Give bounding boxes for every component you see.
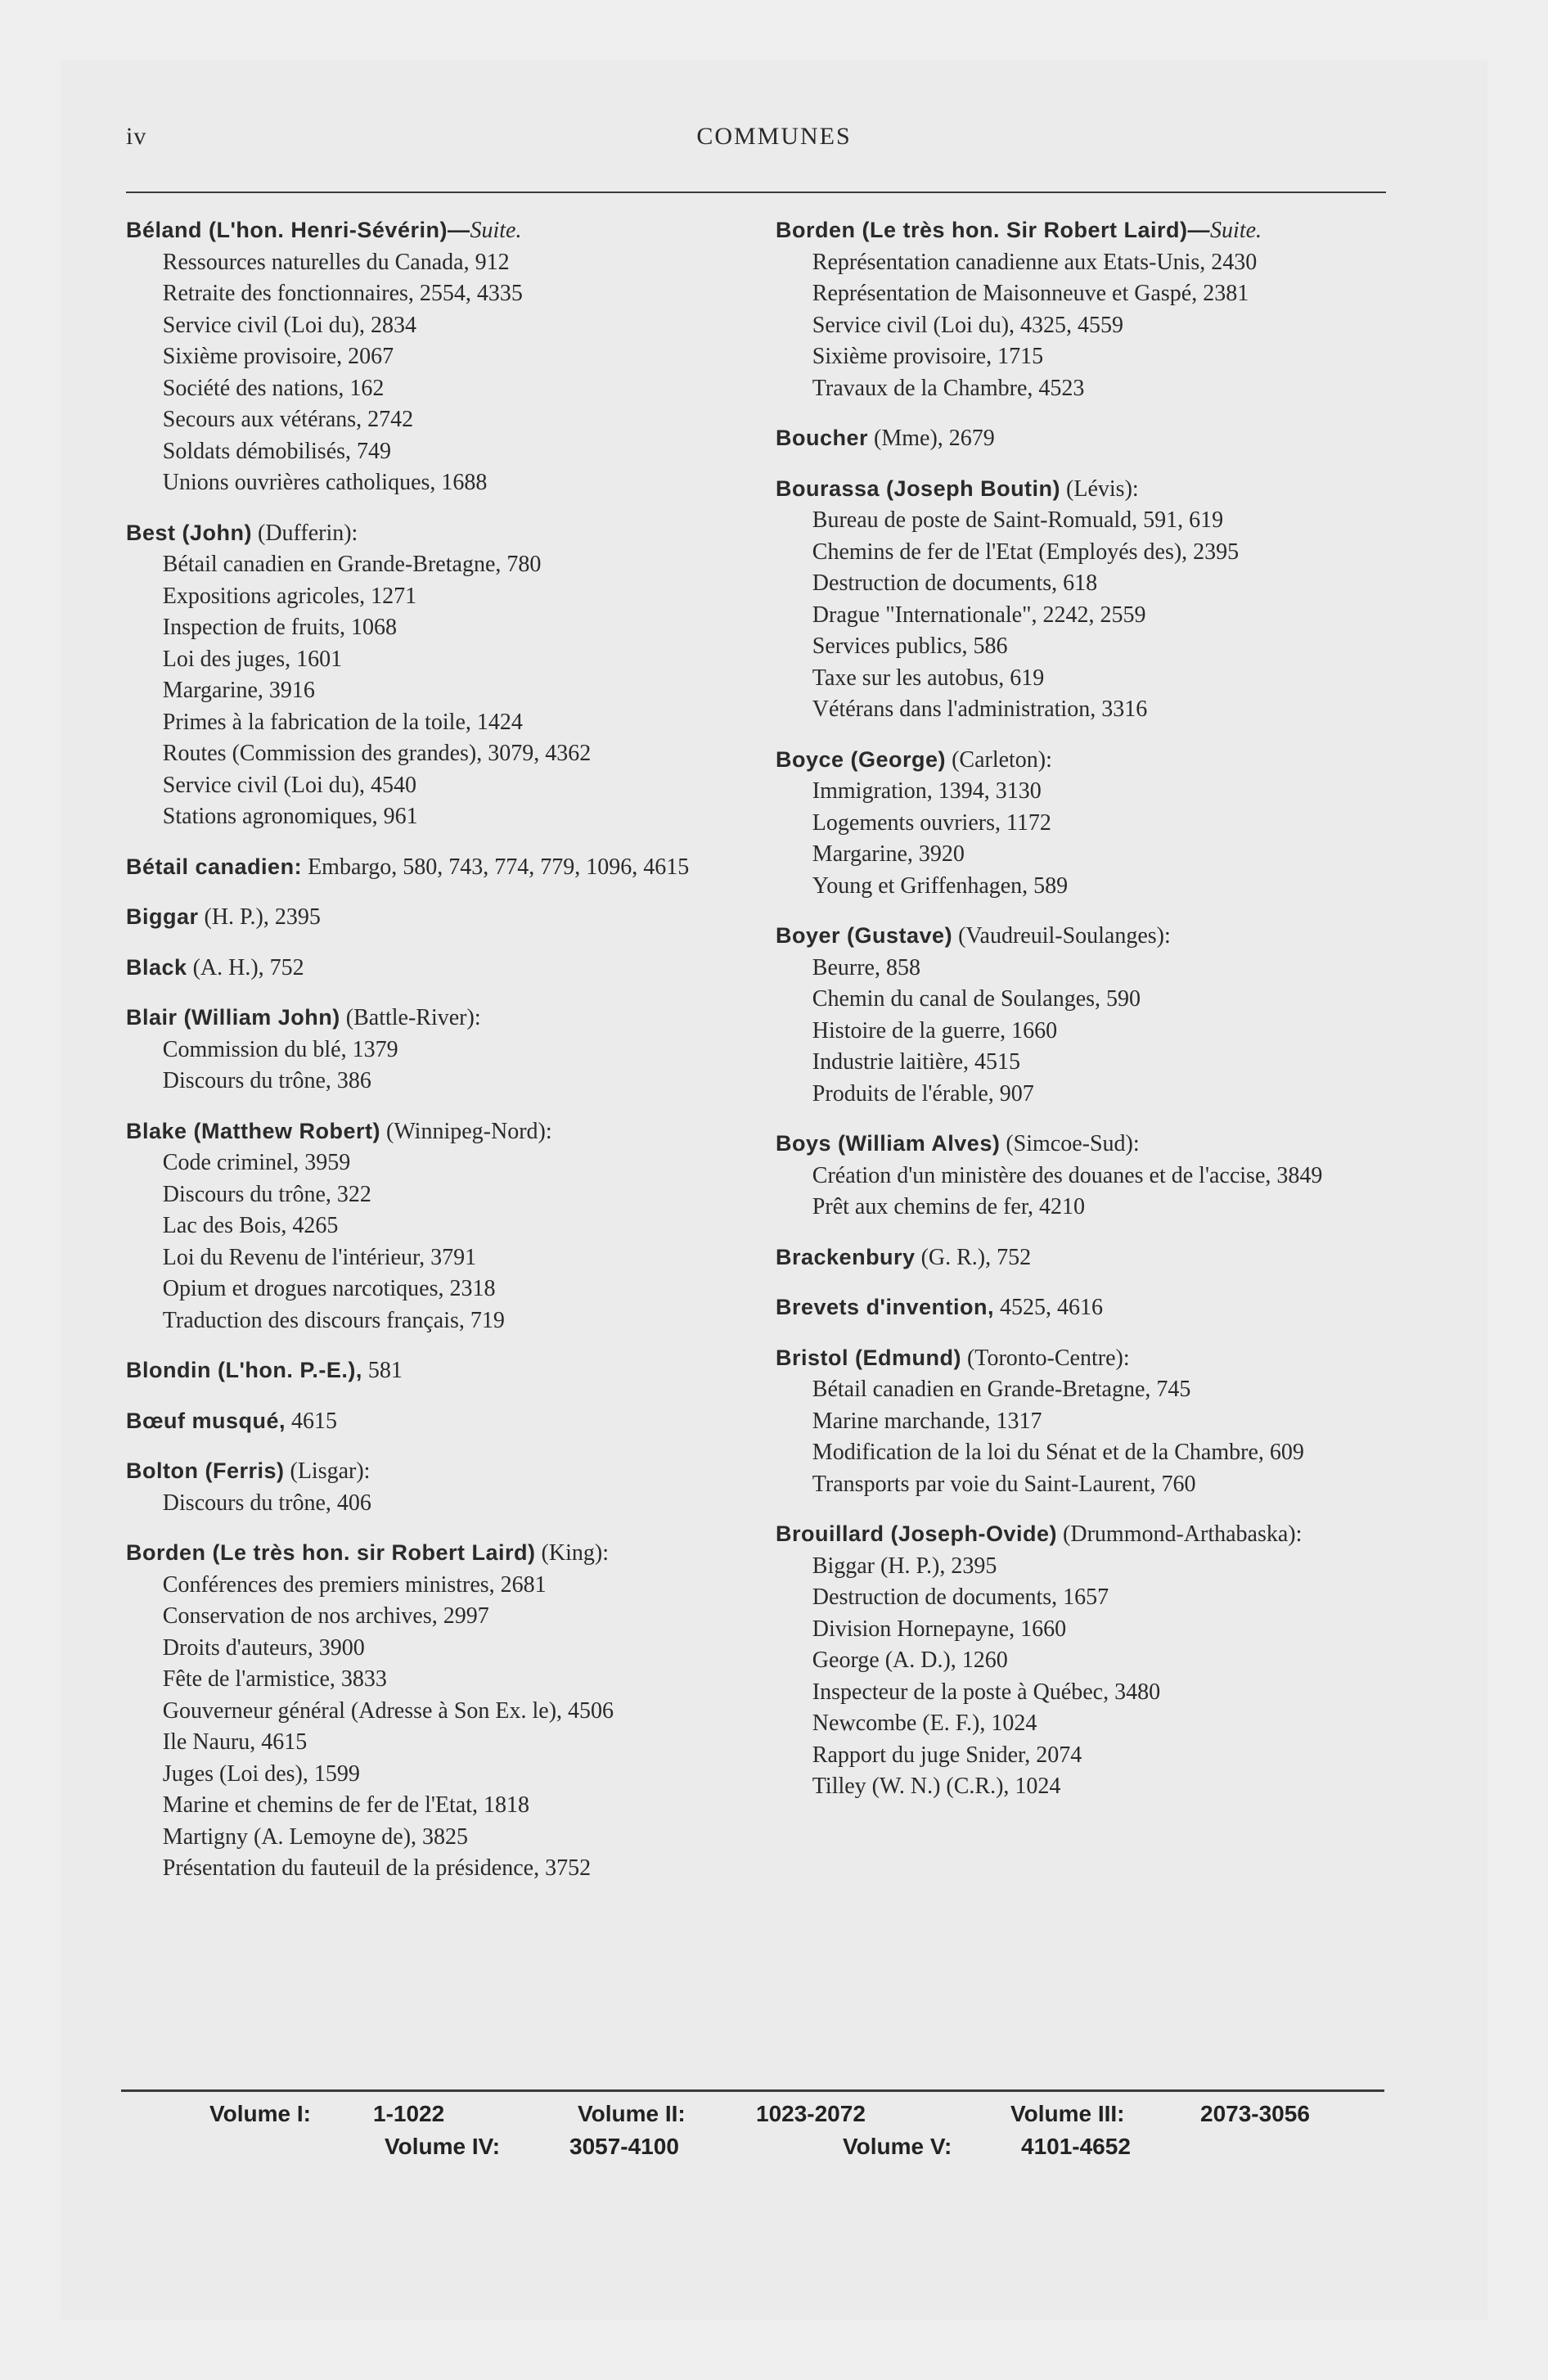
index-entry	[126, 1455, 740, 1519]
subentry: Transports par voie du Saint-Laurent, 760	[812, 1471, 1196, 1497]
index-entry	[126, 851, 740, 884]
subentry: Représentation de Maisonneuve et Gaspé, 2381	[812, 281, 1249, 306]
entry-heading	[126, 1116, 740, 1148]
subentry: Prêt aux chemins de fer, 4210	[812, 1194, 1086, 1219]
index-entry	[126, 901, 740, 934]
subentry: Code criminel, 3959	[162, 1150, 351, 1175]
subentry: Discours du trône, 322	[162, 1181, 371, 1207]
subentry: Destruction de documents, 618	[812, 570, 1098, 596]
subentry: Service civil (Loi du), 4325, 4559	[812, 312, 1124, 338]
subentry: Traduction des discours français, 719	[162, 1307, 505, 1333]
entry-name: Brackenbury	[776, 1244, 916, 1269]
entry-detail: 4615	[286, 1408, 337, 1434]
entry-heading	[126, 1537, 740, 1570]
subentry: Bétail canadien en Grande-Bretagne, 745	[812, 1377, 1191, 1402]
index-entry	[776, 1242, 1386, 1274]
subentry: Young et Griffenhagen, 589	[812, 872, 1069, 899]
index-entry	[776, 920, 1386, 1110]
subentry: Loi du Revenu de l'intérieur, 3791	[162, 1244, 477, 1270]
subentry: Services publics, 586	[812, 633, 1008, 659]
entry-name: Boyer (Gustave)	[776, 923, 953, 948]
entry-heading	[776, 1242, 1386, 1274]
subentry: Discours du trône, 406	[162, 1490, 371, 1516]
subentry: Gouverneur général (Adresse à Son Ex. le), 4506	[162, 1697, 614, 1724]
continued-marker: Suite.	[470, 218, 522, 243]
index-entry	[126, 214, 740, 499]
subentry: Logements ouvriers, 1172	[812, 809, 1051, 836]
entry-name: Béland (L'hon. Henri-Sévérin)—	[126, 218, 470, 242]
entry-name: Brouillard (Joseph-Ovide)	[776, 1521, 1058, 1546]
subentry: Fête de l'armistice, 3833	[162, 1666, 387, 1692]
subentry: Tilley (W. N.) (C.R.), 1024	[812, 1774, 1061, 1799]
subentry: Unions ouvrières catholiques, 1688	[162, 470, 488, 495]
subentry: Opium et drogues narcotiques, 2318	[162, 1276, 496, 1301]
entry-name: Bœuf musqué,	[126, 1408, 286, 1433]
subentry: Ressources naturelles du Canada, 912	[162, 249, 510, 275]
entry-detail: Embargo, 580, 743, 774, 779, 1096, 4615	[302, 854, 690, 880]
subentry: Modification de la loi du Sénat et de la Chambre, 609	[812, 1440, 1304, 1465]
subentry: Destruction de documents, 1657	[812, 1584, 1109, 1610]
subentry: Routes (Commission des grandes), 3079, 4362	[162, 741, 592, 766]
entry-detail: (H. P.), 2395	[198, 904, 321, 930]
entry-heading	[126, 851, 740, 884]
header-rule	[126, 192, 1386, 193]
entry-heading	[126, 952, 740, 985]
subentry: Vétérans dans l'administration, 3316	[812, 696, 1148, 722]
entry-name: Blake (Matthew Robert)	[126, 1118, 381, 1143]
entry-name: Boucher	[776, 426, 869, 450]
subentry: Sixième provisoire, 2067	[162, 344, 394, 369]
subentry: Représentation canadienne aux Etats-Unis, 2430	[812, 249, 1258, 275]
entry-heading	[126, 1355, 740, 1387]
entry-detail: (Battle-River):	[340, 1005, 481, 1030]
entry-heading	[776, 1128, 1386, 1161]
entry-heading	[776, 920, 1386, 953]
subentry: Marine marchande, 1317	[812, 1408, 1042, 1434]
subentry: Juges (Loi des), 1599	[162, 1760, 360, 1787]
entry-heading	[126, 517, 740, 550]
subentry: Produits de l'érable, 907	[812, 1080, 1034, 1107]
entry-heading	[776, 473, 1386, 506]
subentry: Expositions agricoles, 1271	[162, 583, 417, 609]
subentry: Drague "Internationale", 2242, 2559	[812, 602, 1146, 628]
subentry: Primes à la fabrication de la toile, 1424	[162, 709, 523, 735]
subentry: Lac des Bois, 4265	[162, 1213, 339, 1238]
entry-heading	[126, 901, 740, 934]
volume-3-label: Volume III:	[1010, 2101, 1125, 2126]
subentry: Rapport du juge Snider, 2074	[812, 1742, 1082, 1768]
index-entry	[126, 1405, 740, 1438]
subentry: Conférences des premiers ministres, 2681	[162, 1571, 547, 1598]
entry-detail: (G. R.), 752	[915, 1244, 1032, 1270]
entry-name: Blair (William John)	[126, 1005, 340, 1030]
subentry: Présentation du fauteuil de la présidence, 3752	[162, 1855, 592, 1881]
entry-heading	[126, 1455, 740, 1488]
continued-marker: Suite.	[1210, 218, 1262, 243]
subentry: Sixième provisoire, 1715	[812, 344, 1044, 369]
entry-detail: (Toronto-Centre):	[961, 1345, 1130, 1371]
volume-1-range: 1-1022	[373, 2101, 445, 2126]
entry-detail: (Mme), 2679	[868, 426, 995, 451]
entry-heading	[126, 214, 740, 247]
entry-name: Bristol (Edmund)	[776, 1345, 961, 1370]
subentry: Ile Nauru, 4615	[162, 1729, 308, 1755]
entry-detail: (Lisgar):	[284, 1458, 371, 1484]
index-entry	[126, 1355, 740, 1387]
subentry: Soldats démobilisés, 749	[162, 438, 392, 464]
subentry: Retraite des fonctionnaires, 2554, 4335	[162, 281, 523, 306]
entry-name: Black	[126, 954, 187, 980]
index-entry	[126, 1116, 740, 1337]
running-head: COMMUNES	[696, 123, 852, 150]
page-number: iv	[126, 123, 147, 150]
entry-detail: (Drummond-Arthabaska):	[1057, 1521, 1303, 1547]
subentry: Chemin du canal de Soulanges, 590	[812, 986, 1141, 1012]
index-entry	[126, 517, 740, 833]
index-entry	[126, 952, 740, 985]
subentry: Service civil (Loi du), 4540	[162, 772, 417, 798]
entry-heading	[776, 1342, 1386, 1375]
subentry: Loi des juges, 1601	[162, 646, 343, 672]
subentry: Bureau de poste de Saint-Romuald, 591, 619	[812, 507, 1224, 533]
subentry: Martigny (A. Lemoyne de), 3825	[162, 1823, 469, 1850]
index-entry	[776, 1128, 1386, 1224]
entry-detail: (Vaudreuil-Soulanges):	[952, 923, 1171, 949]
index-entry	[776, 1518, 1386, 1803]
index-entry	[776, 1291, 1386, 1324]
subentry: Service civil (Loi du), 2834	[162, 312, 417, 338]
entry-heading	[776, 744, 1386, 777]
index-entry	[776, 744, 1386, 903]
subentry: Immigration, 1394, 3130	[812, 778, 1042, 804]
subentry: Biggar (H. P.), 2395	[812, 1553, 997, 1579]
entry-detail: (Carleton):	[946, 746, 1052, 773]
subentry: Création d'un ministère des douanes et de l'accise, 3849	[812, 1162, 1323, 1188]
entry-name: Biggar	[126, 904, 199, 929]
volume-4-label: Volume IV:	[385, 2134, 501, 2159]
entry-name: Bourassa (Joseph Boutin)	[776, 476, 1061, 501]
entry-detail: 581	[362, 1358, 403, 1383]
entry-name: Borden (Le très hon. sir Robert Laird)	[126, 1540, 536, 1565]
subentry: Chemins de fer de l'Etat (Employés des), 2395	[812, 539, 1240, 565]
subentry: Inspecteur de la poste à Québec, 3480	[812, 1679, 1161, 1705]
subentry: Margarine, 3916	[162, 678, 315, 703]
index-entry	[776, 473, 1386, 726]
entry-name: Bétail canadien:	[126, 854, 303, 879]
subentry: Bétail canadien en Grande-Bretagne, 780	[162, 552, 542, 577]
entry-heading	[776, 1291, 1386, 1324]
subentry: Commission du blé, 1379	[162, 1036, 398, 1062]
subentry: Taxe sur les autobus, 619	[812, 665, 1045, 691]
entry-name: Bolton (Ferris)	[126, 1458, 285, 1483]
entry-detail: 4525, 4616	[993, 1295, 1103, 1320]
index-entry	[126, 1537, 740, 1885]
subentry: Travaux de la Chambre, 4523	[812, 375, 1085, 401]
subentry: Beurre, 858	[812, 954, 920, 980]
subentry: Division Hornepayne, 1660	[812, 1616, 1067, 1642]
subentry: Stations agronomiques, 961	[162, 804, 418, 829]
entry-name: Boyce (George)	[776, 746, 947, 772]
index-column-right	[776, 214, 1386, 1821]
volume-5-range: 4101-4652	[1021, 2134, 1131, 2159]
subentry: Histoire de la guerre, 1660	[812, 1017, 1058, 1044]
subentry: Newcombe (E. F.), 1024	[812, 1711, 1037, 1736]
volume-3-range: 2073-3056	[1200, 2101, 1310, 2126]
subentry: Secours aux vétérans, 2742	[162, 407, 414, 432]
volume-4-range: 3057-4100	[569, 2134, 679, 2159]
entry-detail: (King):	[535, 1540, 609, 1566]
subentry: George (A. D.), 1260	[812, 1648, 1008, 1673]
entry-name: Brevets d'invention,	[776, 1295, 994, 1319]
entry-name: Borden (Le très hon. Sir Robert Laird)—	[776, 218, 1211, 242]
entry-heading	[776, 422, 1386, 455]
entry-heading	[126, 1405, 740, 1438]
subentry: Marine et chemins de fer de l'Etat, 1818	[162, 1792, 530, 1818]
volume-2-label: Volume II:	[578, 2101, 686, 2126]
footer-rule	[121, 2089, 1384, 2092]
subentry: Industrie laitière, 4515	[812, 1049, 1021, 1075]
volume-5-label: Volume V:	[843, 2134, 952, 2159]
subentry: Société des nations, 162	[162, 375, 385, 401]
index-entry	[126, 1002, 740, 1098]
index-entry	[776, 214, 1386, 404]
subentry: Discours du trône, 386	[162, 1068, 371, 1093]
volume-2-range: 1023-2072	[756, 2101, 866, 2126]
entry-heading	[126, 1002, 740, 1034]
subentry: Margarine, 3920	[812, 841, 965, 867]
subentry: Droits d'auteurs, 3900	[162, 1634, 365, 1661]
entry-heading	[776, 214, 1386, 247]
entry-detail: (A. H.), 752	[187, 954, 304, 980]
entry-detail: (Lévis):	[1060, 476, 1139, 502]
index-entry	[776, 422, 1386, 455]
index-column-left	[126, 214, 740, 1903]
subentry: Inspection de fruits, 1068	[162, 615, 397, 640]
subentry: Conservation de nos archives, 2997	[162, 1603, 489, 1629]
entry-name: Blondin (L'hon. P.-E.),	[126, 1358, 362, 1382]
entry-detail: (Dufferin):	[252, 520, 358, 546]
entry-name: Best (John)	[126, 520, 252, 545]
entry-detail: (Simcoe-Sud):	[1000, 1131, 1140, 1156]
entry-heading	[776, 1518, 1386, 1551]
entry-detail: (Winnipeg-Nord):	[380, 1118, 552, 1144]
index-entry	[776, 1342, 1386, 1501]
entry-name: Boys (William Alves)	[776, 1131, 1001, 1156]
volume-1-label: Volume I:	[209, 2101, 311, 2126]
